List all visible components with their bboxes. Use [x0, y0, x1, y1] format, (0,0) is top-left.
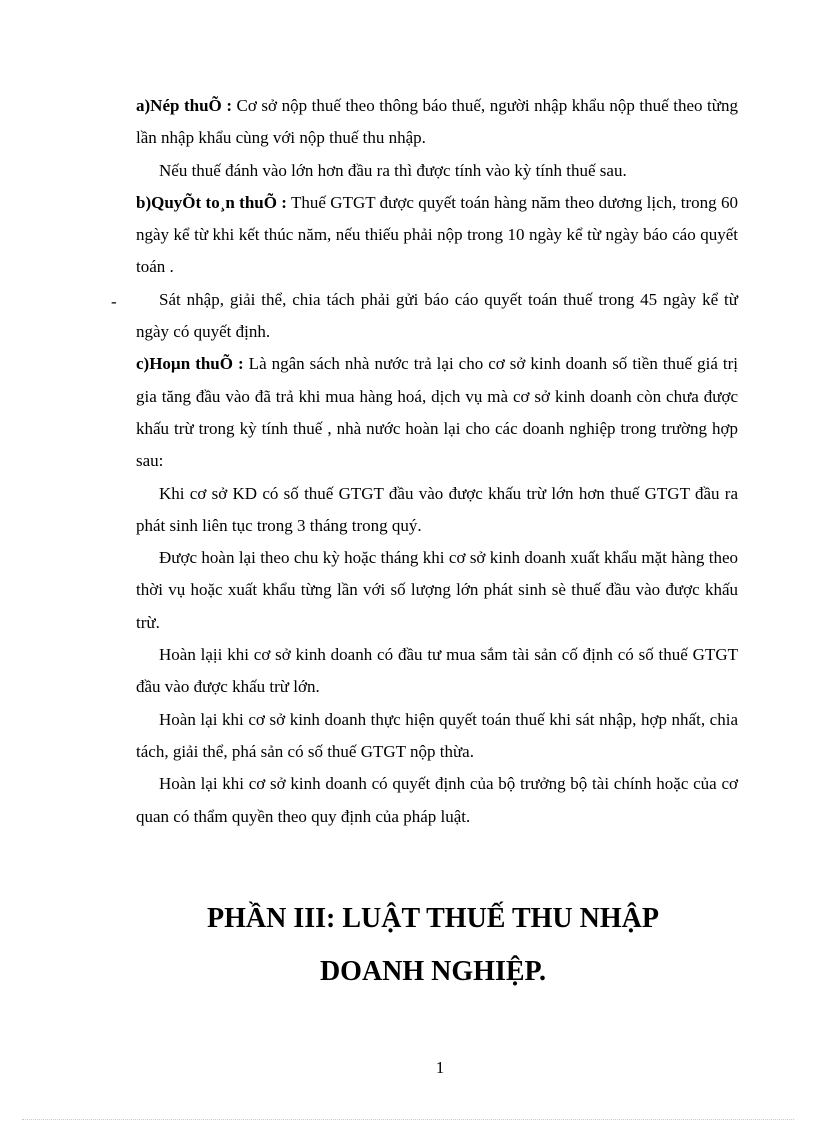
paragraph-label: b)QuyÕt to¸n thuÕ : — [136, 192, 287, 212]
paragraph-a — [136, 90, 738, 155]
paragraph-b — [136, 187, 738, 284]
paragraph — [136, 478, 738, 543]
page-number: 1 — [435, 1058, 445, 1077]
paragraph — [136, 768, 738, 833]
heading-line-1: PHẦN III: LUẬT THUẾ THU NHẬP — [207, 903, 659, 934]
paragraph-text: Cơ sở nộp thuế theo thông báo thuế, người nhập khẩu nộp thuế theo từng lần nhập khẩu cùng với nộp thuế thu nhập. — [136, 96, 738, 148]
paragraph-text: Thuế GTGT được quyết toán hàng năm theo dương lịch, trong 60 ngày kể từ khi kết thúc năm, nếu thiếu phải nộp trong 10 ngày kể từ ngày báo cáo quyết toán . — [136, 192, 738, 277]
paragraph — [136, 704, 738, 769]
paragraph-text: Khi cơ sở KD có số thuế GTGT đầu vào được khấu trừ lớn hơn thuế GTGT đầu ra phát sinh liên tục trong 3 tháng trong quý. — [136, 483, 738, 535]
paragraph-label: c)Hoµn thuÕ : — [136, 354, 244, 374]
paragraph — [136, 639, 738, 704]
list-dash: - — [111, 292, 117, 311]
paragraph-c — [136, 348, 738, 477]
paragraph-text: Là ngân sách nhà nước trả lại cho cơ sở kinh doanh số tiền thuế giá trị gia tăng đầu vào đã trả khi mua hàng hoá, dịch vụ mà cơ sở kinh doanh còn chưa được khấu trừ trong kỳ tính thuế , nhà nước hoàn lại cho các doanh nghiệp trong trường hợp sau: — [136, 354, 738, 471]
paragraph-label: a)Nép thuÕ : — [136, 96, 232, 115]
paragraph-text: Hoàn lại khi cơ sở kinh doanh thực hiện quyết toán thuế khi sát nhập, hợp nhất, chia tách, giải thể, phá sản có số thuế GTGT nộp thừa. — [136, 709, 738, 761]
paragraph-text: Hoàn lại khi cơ sở kinh doanh có quyết định của bộ trưởng bộ tài chính hoặc của cơ quan có thẩm quyền theo quy định của pháp luật. — [136, 774, 738, 826]
heading-line-2: DOANH NGHIỆP. — [319, 956, 547, 987]
paragraph-text: Hoàn lạịi khi cơ sở kinh doanh có đầu tư mua sắm tài sản cố định có số thuế GTGT đầu vào được khấu trừ lớn. — [136, 645, 738, 697]
section-heading — [120, 892, 746, 998]
page-bottom-divider — [22, 1119, 794, 1120]
paragraph — [136, 542, 738, 639]
paragraph-text: Nếu thuế đánh vào lớn hơn đầu ra thì được tính vào kỳ tính thuế sau. — [159, 160, 627, 180]
body-text — [136, 90, 738, 833]
paragraph — [136, 284, 738, 349]
paragraph — [136, 155, 738, 187]
paragraph-text: Sát nhập, giải thể, chia tách phải gửi báo cáo quyết toán thuế trong 45 ngày kể từ ngày có quyết định. — [136, 289, 738, 342]
paragraph-text: Được hoàn lại theo chu kỳ hoặc tháng khi cơ sở kinh doanh xuất khẩu mặt hàng theo thời vụ hoặc xuất khẩu từng lần với số lượng lớn phát sinh sè thuế đầu vào được khấu trừ. — [136, 548, 738, 632]
